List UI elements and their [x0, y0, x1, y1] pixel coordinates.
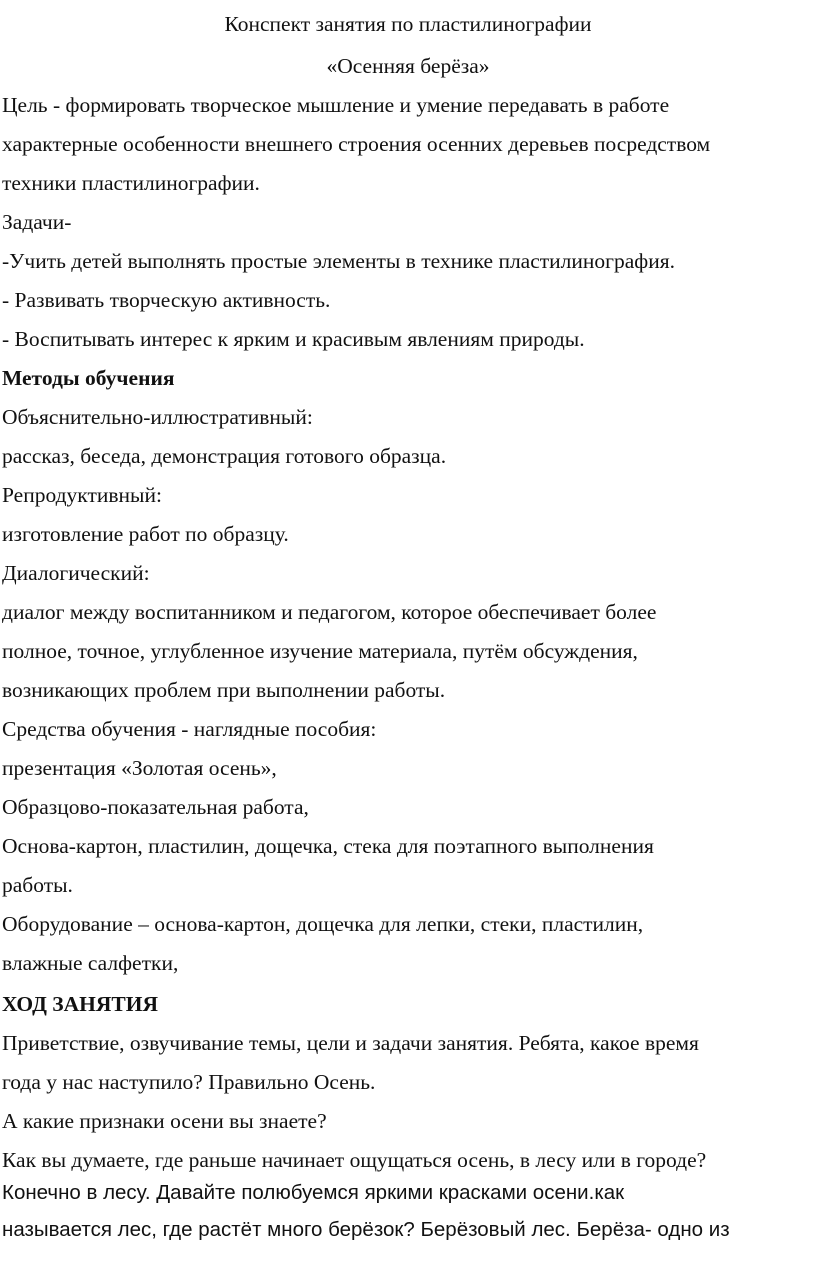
- goal-line-1: Цель - формировать творческое мышление и умение передавать в работе: [2, 93, 670, 117]
- method-3-text-1: диалог между воспитанником и педагогом, которое обеспечивает более: [2, 600, 657, 624]
- method-2-title: Репродуктивный:: [2, 483, 162, 507]
- means-item-1: презентация «Золотая осень»,: [2, 756, 277, 780]
- method-3-title: Диалогический:: [2, 561, 150, 585]
- means-heading: Средства обучения - наглядные пособия:: [2, 717, 377, 741]
- task-item-2: - Развивать творческую активность.: [2, 288, 331, 312]
- lesson-line-1: Приветствие, озвучивание темы, цели и задачи занятия. Ребята, какое время: [2, 1031, 699, 1055]
- method-3-text-3: возникающих проблем при выполнении работы.: [2, 678, 446, 702]
- goal-line-2: характерные особенности внешнего строения осенних деревьев посредством: [2, 132, 711, 156]
- lesson-line-6: называется лес, где растёт много берёзок? Берёзовый лес. Берёза- одно из: [2, 1218, 730, 1241]
- task-item-1: -Учить детей выполнять простые элементы в технике пластилинография.: [2, 249, 675, 273]
- methods-heading: Методы обучения: [2, 366, 175, 390]
- method-1-text: рассказ, беседа, демонстрация готового образца.: [2, 444, 447, 468]
- means-item-3-cont: работы.: [2, 873, 73, 897]
- equipment-line-1: Оборудование – основа-картон, дощечка для лепки, стеки, пластилин,: [2, 912, 644, 936]
- tasks-heading: Задачи-: [2, 210, 72, 234]
- document-subtitle: «Осенняя берёза»: [326, 54, 490, 78]
- method-3-text-2: полное, точное, углубленное изучение материала, путём обсуждения,: [2, 639, 638, 663]
- means-item-3: Основа-картон, пластилин, дощечка, стека для поэтапного выполнения: [2, 834, 654, 858]
- lesson-heading: ХОД ЗАНЯТИЯ: [2, 992, 158, 1016]
- equipment-line-2: влажные салфетки,: [2, 951, 179, 975]
- goal-line-3: техники пластилинографии.: [2, 171, 260, 195]
- document-title: Конспект занятия по пластилинографии: [224, 12, 592, 36]
- method-1-title: Объяснительно-иллюстративный:: [2, 405, 313, 429]
- task-item-3: - Воспитывать интерес к ярким и красивым явлениям природы.: [2, 327, 585, 351]
- lesson-line-5: Конечно в лесу. Давайте полюбуемся яркими красками осени.как: [2, 1181, 625, 1204]
- lesson-line-4: Как вы думаете, где раньше начинает ощущаться осень, в лесу или в городе?: [2, 1148, 707, 1172]
- lesson-line-2: года у нас наступило? Правильно Осень.: [2, 1070, 376, 1094]
- method-2-text: изготовление работ по образцу.: [2, 522, 289, 546]
- lesson-line-3: А какие признаки осени вы знаете?: [2, 1109, 327, 1133]
- means-item-2: Образцово-показательная работа,: [2, 795, 309, 819]
